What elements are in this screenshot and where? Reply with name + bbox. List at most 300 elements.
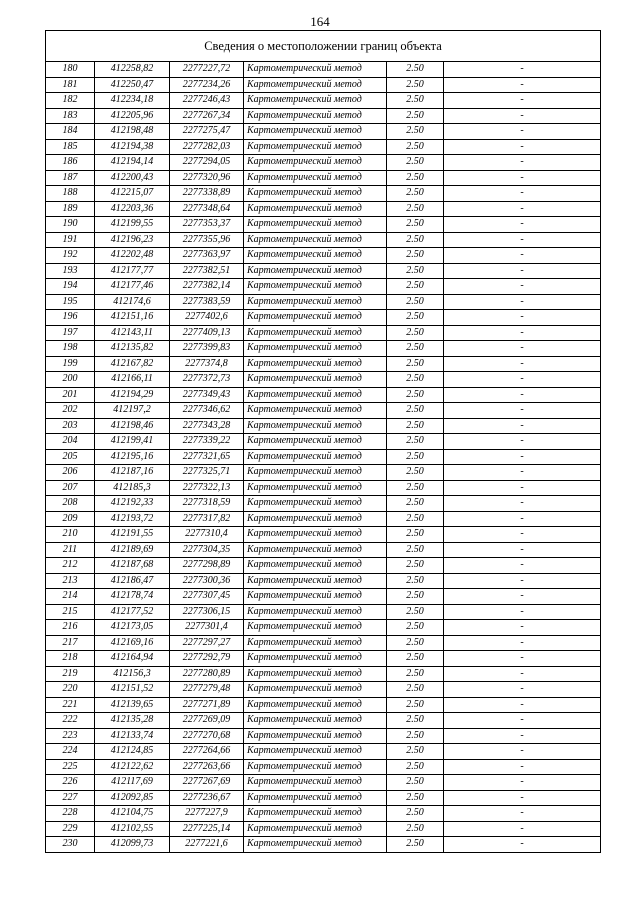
point-number-cell: 200 xyxy=(46,372,95,388)
description-cell: - xyxy=(444,558,601,574)
table-row xyxy=(46,248,601,264)
accuracy-cell: 2.50 xyxy=(387,635,444,651)
y-coordinate-cell: 2277325,71 xyxy=(170,465,244,481)
table-row xyxy=(46,449,601,465)
table-row xyxy=(46,62,601,78)
point-number-cell: 215 xyxy=(46,604,95,620)
description-cell: - xyxy=(444,263,601,279)
table-row xyxy=(46,635,601,651)
y-coordinate-cell: 2277363,97 xyxy=(170,248,244,264)
x-coordinate-cell: 412151,16 xyxy=(95,310,170,326)
method-cell: Картометрический метод xyxy=(244,155,387,171)
accuracy-cell: 2.50 xyxy=(387,558,444,574)
description-cell: - xyxy=(444,759,601,775)
table-row xyxy=(46,434,601,450)
point-number-cell: 229 xyxy=(46,821,95,837)
point-number-cell: 206 xyxy=(46,465,95,481)
description-cell: - xyxy=(444,713,601,729)
y-coordinate-cell: 2277383,59 xyxy=(170,294,244,310)
point-number-cell: 209 xyxy=(46,511,95,527)
table-row xyxy=(46,558,601,574)
description-cell: - xyxy=(444,434,601,450)
point-number-cell: 191 xyxy=(46,232,95,248)
table-row xyxy=(46,651,601,667)
accuracy-cell: 2.50 xyxy=(387,387,444,403)
method-cell: Картометрический метод xyxy=(244,356,387,372)
method-cell: Картометрический метод xyxy=(244,651,387,667)
accuracy-cell: 2.50 xyxy=(387,263,444,279)
x-coordinate-cell: 412143,11 xyxy=(95,325,170,341)
description-cell: - xyxy=(444,77,601,93)
point-number-cell: 198 xyxy=(46,341,95,357)
table-row xyxy=(46,201,601,217)
x-coordinate-cell: 412099,73 xyxy=(95,837,170,853)
table-row xyxy=(46,93,601,109)
table-row xyxy=(46,713,601,729)
table-row xyxy=(46,759,601,775)
method-cell: Картометрический метод xyxy=(244,294,387,310)
x-coordinate-cell: 412135,28 xyxy=(95,713,170,729)
y-coordinate-cell: 2277346,62 xyxy=(170,403,244,419)
y-coordinate-cell: 2277409,13 xyxy=(170,325,244,341)
description-cell: - xyxy=(444,372,601,388)
x-coordinate-cell: 412197,2 xyxy=(95,403,170,419)
table-row xyxy=(46,775,601,791)
method-cell: Картометрический метод xyxy=(244,325,387,341)
table-row xyxy=(46,573,601,589)
point-number-cell: 202 xyxy=(46,403,95,419)
table-row xyxy=(46,744,601,760)
x-coordinate-cell: 412167,82 xyxy=(95,356,170,372)
method-cell: Картометрический метод xyxy=(244,573,387,589)
y-coordinate-cell: 2277269,09 xyxy=(170,713,244,729)
point-number-cell: 221 xyxy=(46,697,95,713)
boundary-coordinates-table xyxy=(45,30,601,853)
description-cell: - xyxy=(444,201,601,217)
x-coordinate-cell: 412185,3 xyxy=(95,480,170,496)
point-number-cell: 204 xyxy=(46,434,95,450)
table-row xyxy=(46,511,601,527)
method-cell: Картометрический метод xyxy=(244,279,387,295)
accuracy-cell: 2.50 xyxy=(387,124,444,140)
table-row xyxy=(46,170,601,186)
description-cell: - xyxy=(444,697,601,713)
x-coordinate-cell: 412177,77 xyxy=(95,263,170,279)
point-number-cell: 194 xyxy=(46,279,95,295)
description-cell: - xyxy=(444,728,601,744)
description-cell: - xyxy=(444,279,601,295)
method-cell: Картометрический метод xyxy=(244,666,387,682)
accuracy-cell: 2.50 xyxy=(387,542,444,558)
method-cell: Картометрический метод xyxy=(244,449,387,465)
x-coordinate-cell: 412178,74 xyxy=(95,589,170,605)
table-row xyxy=(46,325,601,341)
method-cell: Картометрический метод xyxy=(244,821,387,837)
accuracy-cell: 2.50 xyxy=(387,496,444,512)
point-number-cell: 230 xyxy=(46,837,95,853)
x-coordinate-cell: 412177,52 xyxy=(95,604,170,620)
description-cell: - xyxy=(444,790,601,806)
description-cell: - xyxy=(444,248,601,264)
x-coordinate-cell: 412191,55 xyxy=(95,527,170,543)
method-cell: Картометрический метод xyxy=(244,465,387,481)
accuracy-cell: 2.50 xyxy=(387,511,444,527)
method-cell: Картометрический метод xyxy=(244,232,387,248)
point-number-cell: 208 xyxy=(46,496,95,512)
table-row xyxy=(46,418,601,434)
accuracy-cell: 2.50 xyxy=(387,728,444,744)
x-coordinate-cell: 412199,55 xyxy=(95,217,170,233)
accuracy-cell: 2.50 xyxy=(387,139,444,155)
table-row xyxy=(46,806,601,822)
description-cell: - xyxy=(444,387,601,403)
point-number-cell: 190 xyxy=(46,217,95,233)
description-cell: - xyxy=(444,573,601,589)
point-number-cell: 188 xyxy=(46,186,95,202)
method-cell: Картометрический метод xyxy=(244,744,387,760)
method-cell: Картометрический метод xyxy=(244,558,387,574)
y-coordinate-cell: 2277320,96 xyxy=(170,170,244,186)
y-coordinate-cell: 2277382,14 xyxy=(170,279,244,295)
y-coordinate-cell: 2277234,26 xyxy=(170,77,244,93)
table-row xyxy=(46,279,601,295)
point-number-cell: 214 xyxy=(46,589,95,605)
table-row xyxy=(46,465,601,481)
x-coordinate-cell: 412102,55 xyxy=(95,821,170,837)
accuracy-cell: 2.50 xyxy=(387,418,444,434)
method-cell: Картометрический метод xyxy=(244,480,387,496)
description-cell: - xyxy=(444,666,601,682)
table-row xyxy=(46,124,601,140)
y-coordinate-cell: 2277310,4 xyxy=(170,527,244,543)
accuracy-cell: 2.50 xyxy=(387,682,444,698)
y-coordinate-cell: 2277227,72 xyxy=(170,62,244,78)
point-number-cell: 217 xyxy=(46,635,95,651)
x-coordinate-cell: 412186,47 xyxy=(95,573,170,589)
description-cell: - xyxy=(444,775,601,791)
y-coordinate-cell: 2277246,43 xyxy=(170,93,244,109)
description-cell: - xyxy=(444,341,601,357)
y-coordinate-cell: 2277264,66 xyxy=(170,744,244,760)
x-coordinate-cell: 412194,29 xyxy=(95,387,170,403)
y-coordinate-cell: 2277374,8 xyxy=(170,356,244,372)
y-coordinate-cell: 2277298,89 xyxy=(170,558,244,574)
point-number-cell: 182 xyxy=(46,93,95,109)
method-cell: Картометрический метод xyxy=(244,635,387,651)
accuracy-cell: 2.50 xyxy=(387,759,444,775)
x-coordinate-cell: 412169,16 xyxy=(95,635,170,651)
description-cell: - xyxy=(444,496,601,512)
x-coordinate-cell: 412173,05 xyxy=(95,620,170,636)
accuracy-cell: 2.50 xyxy=(387,434,444,450)
description-cell: - xyxy=(444,682,601,698)
table-row xyxy=(46,310,601,326)
description-cell: - xyxy=(444,217,601,233)
accuracy-cell: 2.50 xyxy=(387,232,444,248)
y-coordinate-cell: 2277275,47 xyxy=(170,124,244,140)
y-coordinate-cell: 2277297,27 xyxy=(170,635,244,651)
description-cell: - xyxy=(444,356,601,372)
method-cell: Картометрический метод xyxy=(244,372,387,388)
point-number-cell: 193 xyxy=(46,263,95,279)
x-coordinate-cell: 412117,69 xyxy=(95,775,170,791)
description-cell: - xyxy=(444,124,601,140)
table-row xyxy=(46,728,601,744)
accuracy-cell: 2.50 xyxy=(387,294,444,310)
table-row xyxy=(46,232,601,248)
method-cell: Картометрический метод xyxy=(244,186,387,202)
accuracy-cell: 2.50 xyxy=(387,325,444,341)
x-coordinate-cell: 412124,85 xyxy=(95,744,170,760)
accuracy-cell: 2.50 xyxy=(387,108,444,124)
y-coordinate-cell: 2277339,22 xyxy=(170,434,244,450)
method-cell: Картометрический метод xyxy=(244,542,387,558)
x-coordinate-cell: 412234,18 xyxy=(95,93,170,109)
y-coordinate-cell: 2277355,96 xyxy=(170,232,244,248)
method-cell: Картометрический метод xyxy=(244,387,387,403)
accuracy-cell: 2.50 xyxy=(387,620,444,636)
accuracy-cell: 2.50 xyxy=(387,790,444,806)
point-number-cell: 207 xyxy=(46,480,95,496)
method-cell: Картометрический метод xyxy=(244,62,387,78)
description-cell: - xyxy=(444,294,601,310)
table-row xyxy=(46,341,601,357)
accuracy-cell: 2.50 xyxy=(387,372,444,388)
x-coordinate-cell: 412189,69 xyxy=(95,542,170,558)
table-row xyxy=(46,108,601,124)
accuracy-cell: 2.50 xyxy=(387,449,444,465)
y-coordinate-cell: 2277317,82 xyxy=(170,511,244,527)
point-number-cell: 224 xyxy=(46,744,95,760)
accuracy-cell: 2.50 xyxy=(387,806,444,822)
x-coordinate-cell: 412187,16 xyxy=(95,465,170,481)
method-cell: Картометрический метод xyxy=(244,170,387,186)
y-coordinate-cell: 2277399,83 xyxy=(170,341,244,357)
accuracy-cell: 2.50 xyxy=(387,573,444,589)
point-number-cell: 226 xyxy=(46,775,95,791)
description-cell: - xyxy=(444,139,601,155)
accuracy-cell: 2.50 xyxy=(387,480,444,496)
method-cell: Картометрический метод xyxy=(244,496,387,512)
accuracy-cell: 2.50 xyxy=(387,527,444,543)
accuracy-cell: 2.50 xyxy=(387,186,444,202)
description-cell: - xyxy=(444,403,601,419)
accuracy-cell: 2.50 xyxy=(387,62,444,78)
x-coordinate-cell: 412166,11 xyxy=(95,372,170,388)
point-number-cell: 223 xyxy=(46,728,95,744)
table-row xyxy=(46,387,601,403)
y-coordinate-cell: 2277227,9 xyxy=(170,806,244,822)
table-row xyxy=(46,372,601,388)
method-cell: Картометрический метод xyxy=(244,418,387,434)
x-coordinate-cell: 412164,94 xyxy=(95,651,170,667)
accuracy-cell: 2.50 xyxy=(387,217,444,233)
accuracy-cell: 2.50 xyxy=(387,666,444,682)
y-coordinate-cell: 2277306,15 xyxy=(170,604,244,620)
point-number-cell: 216 xyxy=(46,620,95,636)
point-number-cell: 185 xyxy=(46,139,95,155)
description-cell: - xyxy=(444,186,601,202)
accuracy-cell: 2.50 xyxy=(387,697,444,713)
method-cell: Картометрический метод xyxy=(244,759,387,775)
point-number-cell: 186 xyxy=(46,155,95,171)
table-row xyxy=(46,496,601,512)
method-cell: Картометрический метод xyxy=(244,620,387,636)
accuracy-cell: 2.50 xyxy=(387,651,444,667)
table-row xyxy=(46,263,601,279)
table-row xyxy=(46,155,601,171)
table-row xyxy=(46,542,601,558)
method-cell: Картометрический метод xyxy=(244,434,387,450)
y-coordinate-cell: 2277271,89 xyxy=(170,697,244,713)
method-cell: Картометрический метод xyxy=(244,124,387,140)
accuracy-cell: 2.50 xyxy=(387,589,444,605)
accuracy-cell: 2.50 xyxy=(387,310,444,326)
x-coordinate-cell: 412258,82 xyxy=(95,62,170,78)
y-coordinate-cell: 2277294,05 xyxy=(170,155,244,171)
point-number-cell: 222 xyxy=(46,713,95,729)
method-cell: Картометрический метод xyxy=(244,527,387,543)
table-row xyxy=(46,682,601,698)
table-row xyxy=(46,604,601,620)
table-row xyxy=(46,356,601,372)
table-row xyxy=(46,790,601,806)
description-cell: - xyxy=(444,806,601,822)
point-number-cell: 189 xyxy=(46,201,95,217)
method-cell: Картометрический метод xyxy=(244,775,387,791)
y-coordinate-cell: 2277270,68 xyxy=(170,728,244,744)
point-number-cell: 225 xyxy=(46,759,95,775)
method-cell: Картометрический метод xyxy=(244,403,387,419)
table-row xyxy=(46,697,601,713)
table-row xyxy=(46,837,601,853)
x-coordinate-cell: 412215,07 xyxy=(95,186,170,202)
point-number-cell: 218 xyxy=(46,651,95,667)
description-cell: - xyxy=(444,465,601,481)
point-number-cell: 210 xyxy=(46,527,95,543)
accuracy-cell: 2.50 xyxy=(387,155,444,171)
accuracy-cell: 2.50 xyxy=(387,170,444,186)
method-cell: Картометрический метод xyxy=(244,341,387,357)
table-row xyxy=(46,821,601,837)
x-coordinate-cell: 412194,38 xyxy=(95,139,170,155)
point-number-cell: 181 xyxy=(46,77,95,93)
x-coordinate-cell: 412198,46 xyxy=(95,418,170,434)
y-coordinate-cell: 2277318,59 xyxy=(170,496,244,512)
table-row xyxy=(46,480,601,496)
table-row xyxy=(46,186,601,202)
x-coordinate-cell: 412122,62 xyxy=(95,759,170,775)
x-coordinate-cell: 412199,41 xyxy=(95,434,170,450)
accuracy-cell: 2.50 xyxy=(387,744,444,760)
x-coordinate-cell: 412200,43 xyxy=(95,170,170,186)
description-cell: - xyxy=(444,93,601,109)
method-cell: Картометрический метод xyxy=(244,139,387,155)
description-cell: - xyxy=(444,589,601,605)
method-cell: Картометрический метод xyxy=(244,806,387,822)
x-coordinate-cell: 412203,36 xyxy=(95,201,170,217)
y-coordinate-cell: 2277343,28 xyxy=(170,418,244,434)
y-coordinate-cell: 2277236,67 xyxy=(170,790,244,806)
accuracy-cell: 2.50 xyxy=(387,604,444,620)
y-coordinate-cell: 2277282,03 xyxy=(170,139,244,155)
point-number-cell: 201 xyxy=(46,387,95,403)
table-row xyxy=(46,589,601,605)
description-cell: - xyxy=(444,620,601,636)
description-cell: - xyxy=(444,449,601,465)
x-coordinate-cell: 412151,52 xyxy=(95,682,170,698)
method-cell: Картометрический метод xyxy=(244,217,387,233)
description-cell: - xyxy=(444,62,601,78)
method-cell: Картометрический метод xyxy=(244,93,387,109)
accuracy-cell: 2.50 xyxy=(387,837,444,853)
point-number-cell: 203 xyxy=(46,418,95,434)
x-coordinate-cell: 412198,48 xyxy=(95,124,170,140)
x-coordinate-cell: 412250,47 xyxy=(95,77,170,93)
point-number-cell: 212 xyxy=(46,558,95,574)
table-row xyxy=(46,217,601,233)
accuracy-cell: 2.50 xyxy=(387,775,444,791)
y-coordinate-cell: 2277292,79 xyxy=(170,651,244,667)
accuracy-cell: 2.50 xyxy=(387,248,444,264)
description-cell: - xyxy=(444,744,601,760)
table-row xyxy=(46,527,601,543)
accuracy-cell: 2.50 xyxy=(387,465,444,481)
description-cell: - xyxy=(444,325,601,341)
y-coordinate-cell: 2277338,89 xyxy=(170,186,244,202)
accuracy-cell: 2.50 xyxy=(387,356,444,372)
x-coordinate-cell: 412187,68 xyxy=(95,558,170,574)
method-cell: Картометрический метод xyxy=(244,108,387,124)
x-coordinate-cell: 412195,16 xyxy=(95,449,170,465)
table-title: Сведения о местоположении границ объекта xyxy=(46,31,601,62)
point-number-cell: 228 xyxy=(46,806,95,822)
x-coordinate-cell: 412092,85 xyxy=(95,790,170,806)
x-coordinate-cell: 412174,6 xyxy=(95,294,170,310)
table-row xyxy=(46,139,601,155)
x-coordinate-cell: 412139,65 xyxy=(95,697,170,713)
accuracy-cell: 2.50 xyxy=(387,93,444,109)
point-number-cell: 220 xyxy=(46,682,95,698)
point-number-cell: 227 xyxy=(46,790,95,806)
table-row xyxy=(46,294,601,310)
method-cell: Картометрический метод xyxy=(244,728,387,744)
y-coordinate-cell: 2277307,45 xyxy=(170,589,244,605)
description-cell: - xyxy=(444,635,601,651)
x-coordinate-cell: 412133,74 xyxy=(95,728,170,744)
point-number-cell: 180 xyxy=(46,62,95,78)
description-cell: - xyxy=(444,527,601,543)
description-cell: - xyxy=(444,232,601,248)
method-cell: Картометрический метод xyxy=(244,713,387,729)
table-row xyxy=(46,77,601,93)
method-cell: Картометрический метод xyxy=(244,604,387,620)
y-coordinate-cell: 2277348,64 xyxy=(170,201,244,217)
x-coordinate-cell: 412135,82 xyxy=(95,341,170,357)
y-coordinate-cell: 2277321,65 xyxy=(170,449,244,465)
y-coordinate-cell: 2277301,4 xyxy=(170,620,244,636)
method-cell: Картометрический метод xyxy=(244,790,387,806)
y-coordinate-cell: 2277221,6 xyxy=(170,837,244,853)
y-coordinate-cell: 2277353,37 xyxy=(170,217,244,233)
y-coordinate-cell: 2277382,51 xyxy=(170,263,244,279)
description-cell: - xyxy=(444,511,601,527)
x-coordinate-cell: 412104,75 xyxy=(95,806,170,822)
y-coordinate-cell: 2277225,14 xyxy=(170,821,244,837)
x-coordinate-cell: 412205,96 xyxy=(95,108,170,124)
x-coordinate-cell: 412196,23 xyxy=(95,232,170,248)
method-cell: Картометрический метод xyxy=(244,310,387,326)
